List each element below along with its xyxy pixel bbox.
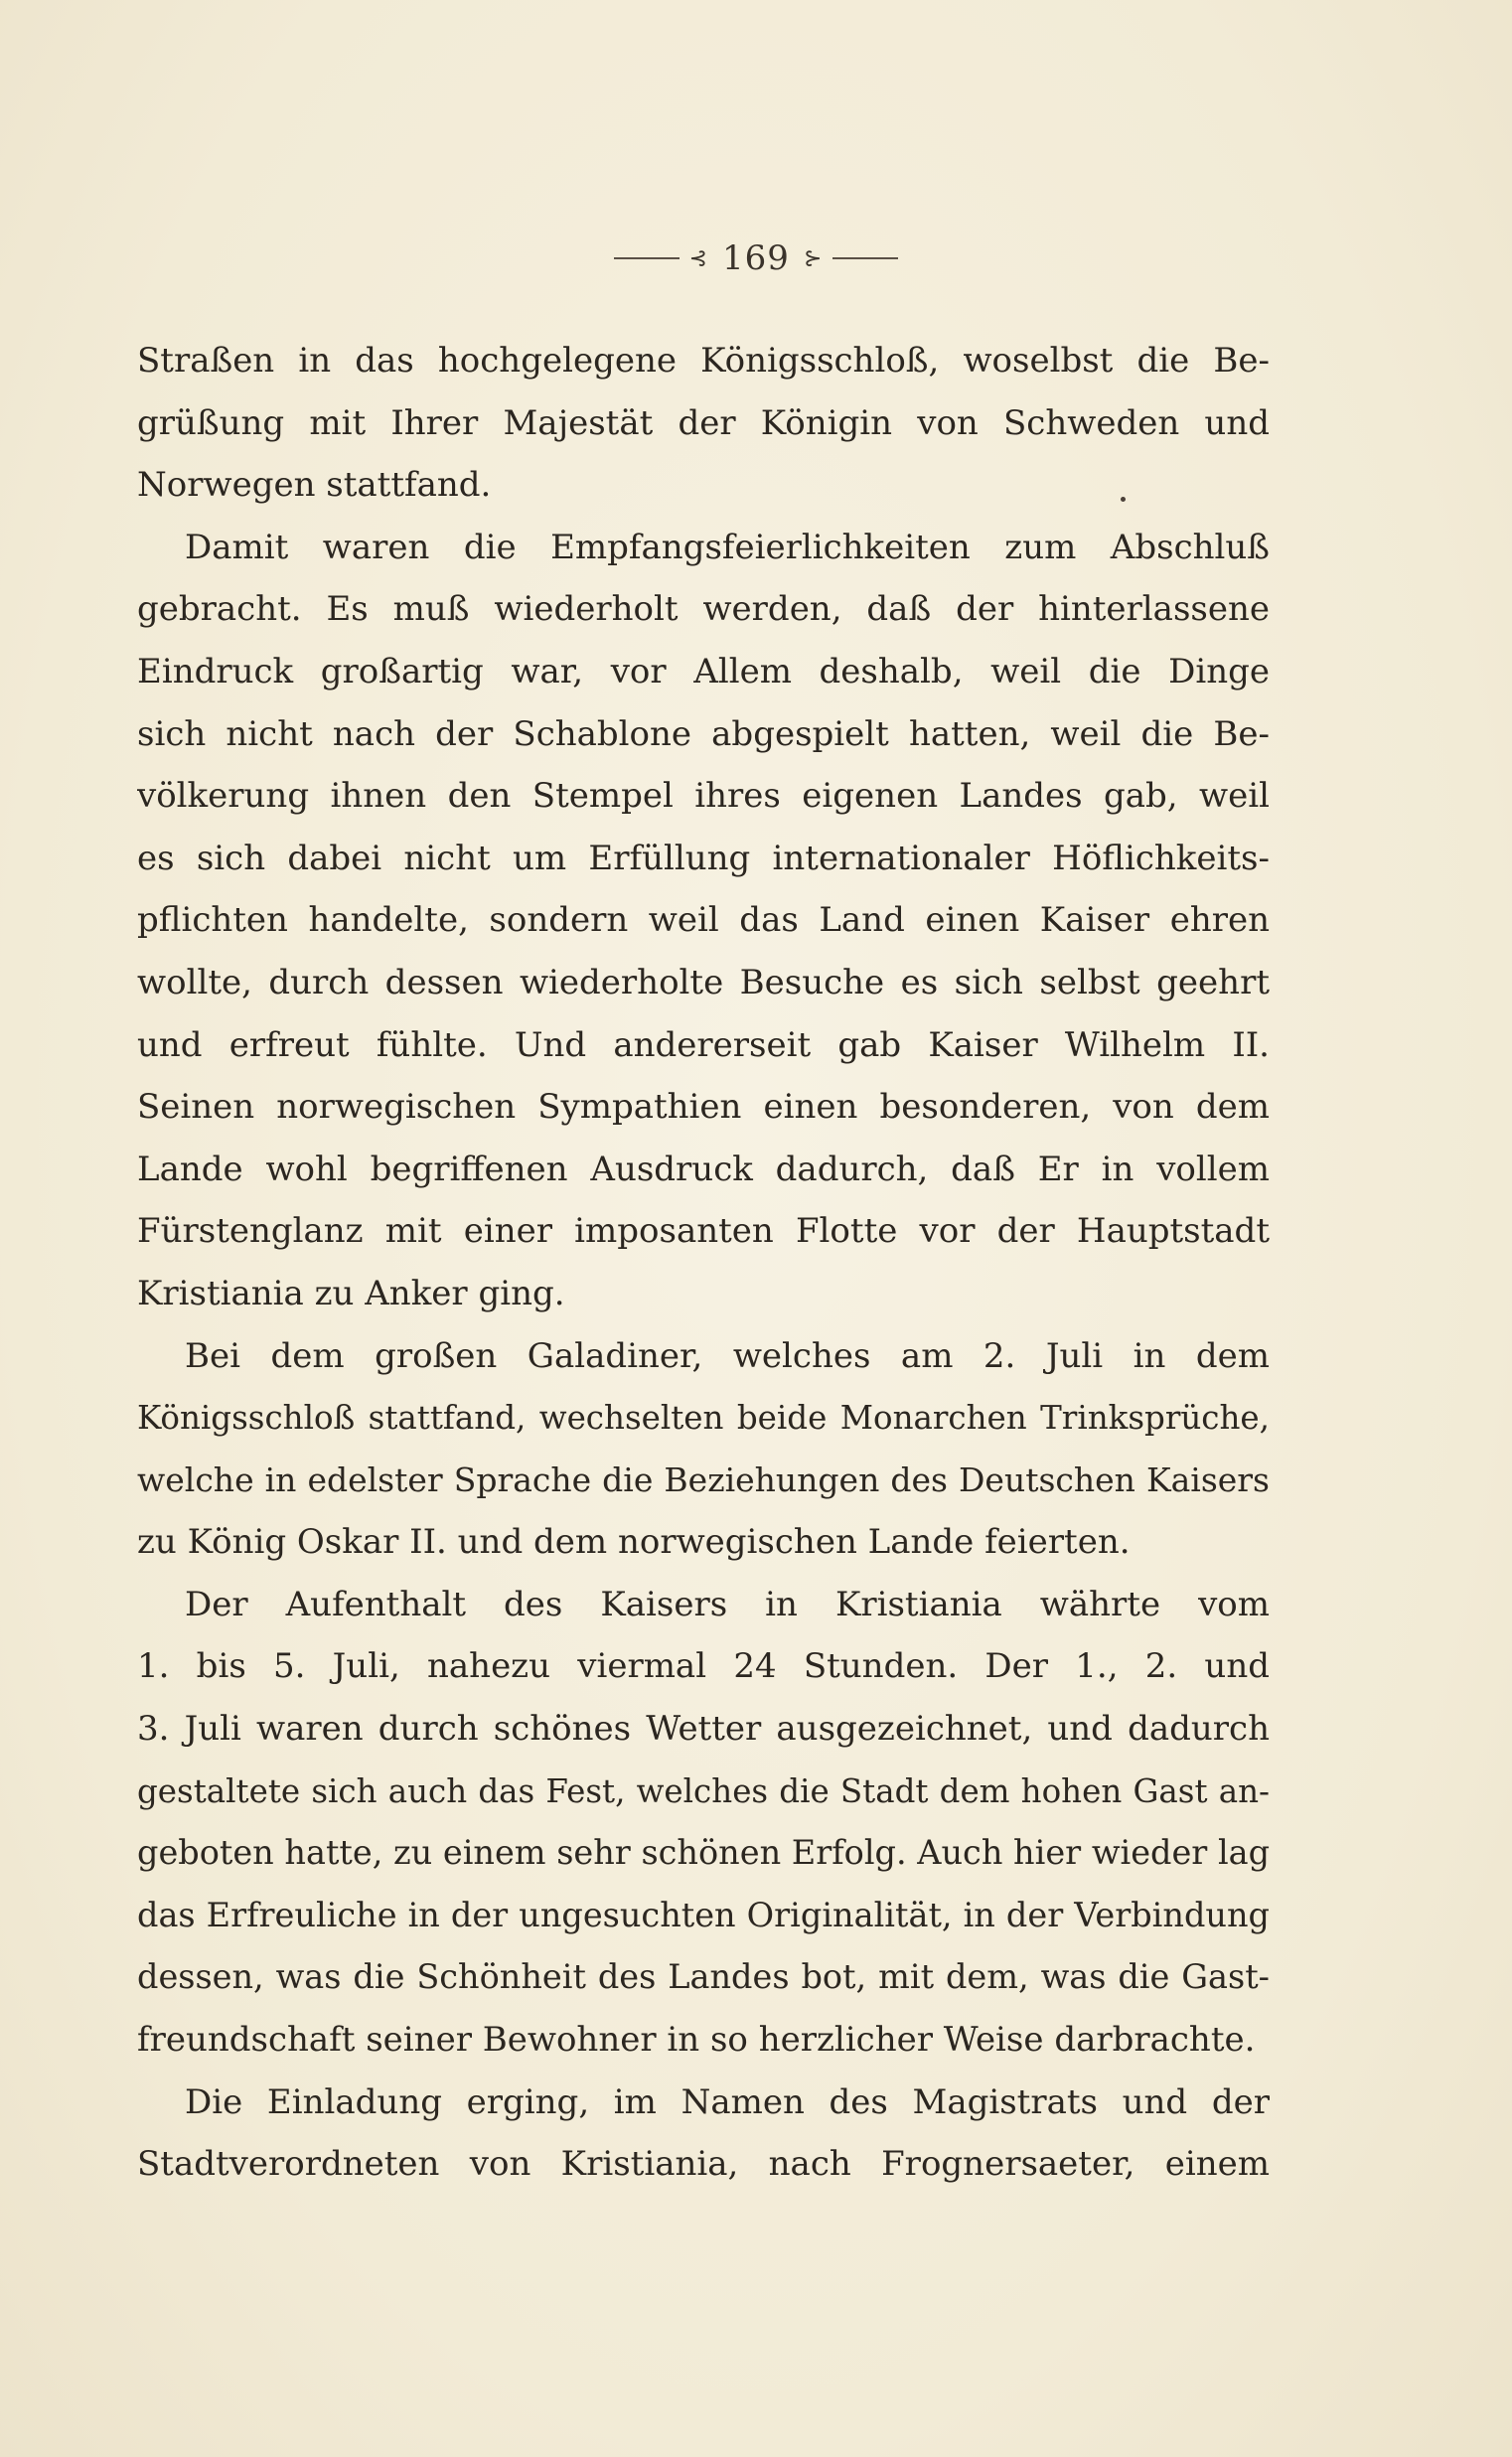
- text-line: pflichten handelte, sondern weil das Land einen Kaiser ehren: [137, 900, 1270, 941]
- text-line: gebracht. Es muß wiederholt werden, daß der hinterlassene: [137, 589, 1270, 630]
- text-line: Norwegen stattfand.: [137, 465, 492, 506]
- text-line: Straßen in das hochgelegene Königsschloß, woselbst die Be-: [137, 341, 1270, 381]
- text-line: gestaltete sich auch das Fest, welches die Stadt dem hohen Gast an-: [137, 1771, 1270, 1810]
- text-line: und erfreut fühlte. Und andererseit gab Kaiser Wilhelm II.: [137, 1024, 1270, 1065]
- text-line: Kristiania zu Anker ging.: [137, 1273, 565, 1313]
- text-line: sich nicht nach der Schablone abgespielt hatten, weil die Be-: [137, 713, 1270, 754]
- body-text: [137, 330, 1270, 2196]
- text-line: Bei dem großen Galadiner, welches am 2. Juli in dem: [185, 1335, 1270, 1376]
- text-line: welche in edelster Sprache die Beziehungen des Deutschen Kaisers: [137, 1459, 1270, 1499]
- text-line: Der Aufenthalt des Kaisers in Kristiania währte vom: [185, 1584, 1270, 1624]
- text-line: Seinen norwegischen Sympathien einen besonderen, von dem: [137, 1087, 1270, 1128]
- text-line: zu König Oskar II. und dem norwegischen Lande feierten.: [137, 1522, 1131, 1563]
- text-line: wollte, durch dessen wiederholte Besuche es sich selbst geehrt: [137, 962, 1270, 1002]
- text-line: es sich dabei nicht um Erfüllung internationaler Höflichkeits-: [137, 838, 1270, 878]
- text-line: völkerung ihnen den Stempel ihres eigenen Landes gab, weil: [137, 776, 1270, 817]
- ornament-right-icon: ⊱: [803, 245, 824, 271]
- header-rule-left: [614, 257, 680, 259]
- text-line: Lande wohl begriffenen Ausdruck dadurch, daß Er in vollem: [137, 1149, 1270, 1189]
- ornament-left-icon: ⊰: [688, 245, 709, 271]
- text-line: Königsschloß stattfand, wechselten beide Monarchen Trinksprüche,: [137, 1399, 1270, 1438]
- text-line: grüßung mit Ihrer Majestät der Königin von Schweden und: [137, 402, 1270, 443]
- header-rule-right: [832, 257, 898, 259]
- text-line: dessen, was die Schönheit des Landes bot, mit dem, was die Gast-: [137, 1957, 1270, 1997]
- text-line: Fürstenglanz mit einer imposanten Flotte vor der Hauptstadt: [137, 1211, 1270, 1252]
- text-line: Damit waren die Empfangsfeierlichkeiten zum Abschluß: [185, 527, 1270, 567]
- text-line: Die Einladung erging, im Namen des Magistrats und der: [185, 2081, 1270, 2122]
- text-line: geboten hatte, zu einem sehr schönen Erfolg. Auch hier wieder lag: [137, 1833, 1270, 1873]
- text-line: 3. Juli waren durch schönes Wetter ausgezeichnet, und dadurch: [137, 1709, 1270, 1750]
- text-line: Stadtverordneten von Kristiania, nach Frognersaeter, einem: [137, 2144, 1270, 2185]
- text-line: freundschaft seiner Bewohner in so herzlicher Weise darbrachte.: [137, 2020, 1256, 2061]
- page-header: [0, 236, 1512, 278]
- page-number: 169: [722, 238, 790, 278]
- text-line: 1. bis 5. Juli, nahezu viermal 24 Stunden. Der 1., 2. und: [137, 1646, 1270, 1687]
- text-line: das Erfreuliche in der ungesuchten Originalität, in der Verbindung: [137, 1895, 1270, 1934]
- text-line: Eindruck großartig war, vor Allem deshalb, weil die Dinge: [137, 651, 1270, 691]
